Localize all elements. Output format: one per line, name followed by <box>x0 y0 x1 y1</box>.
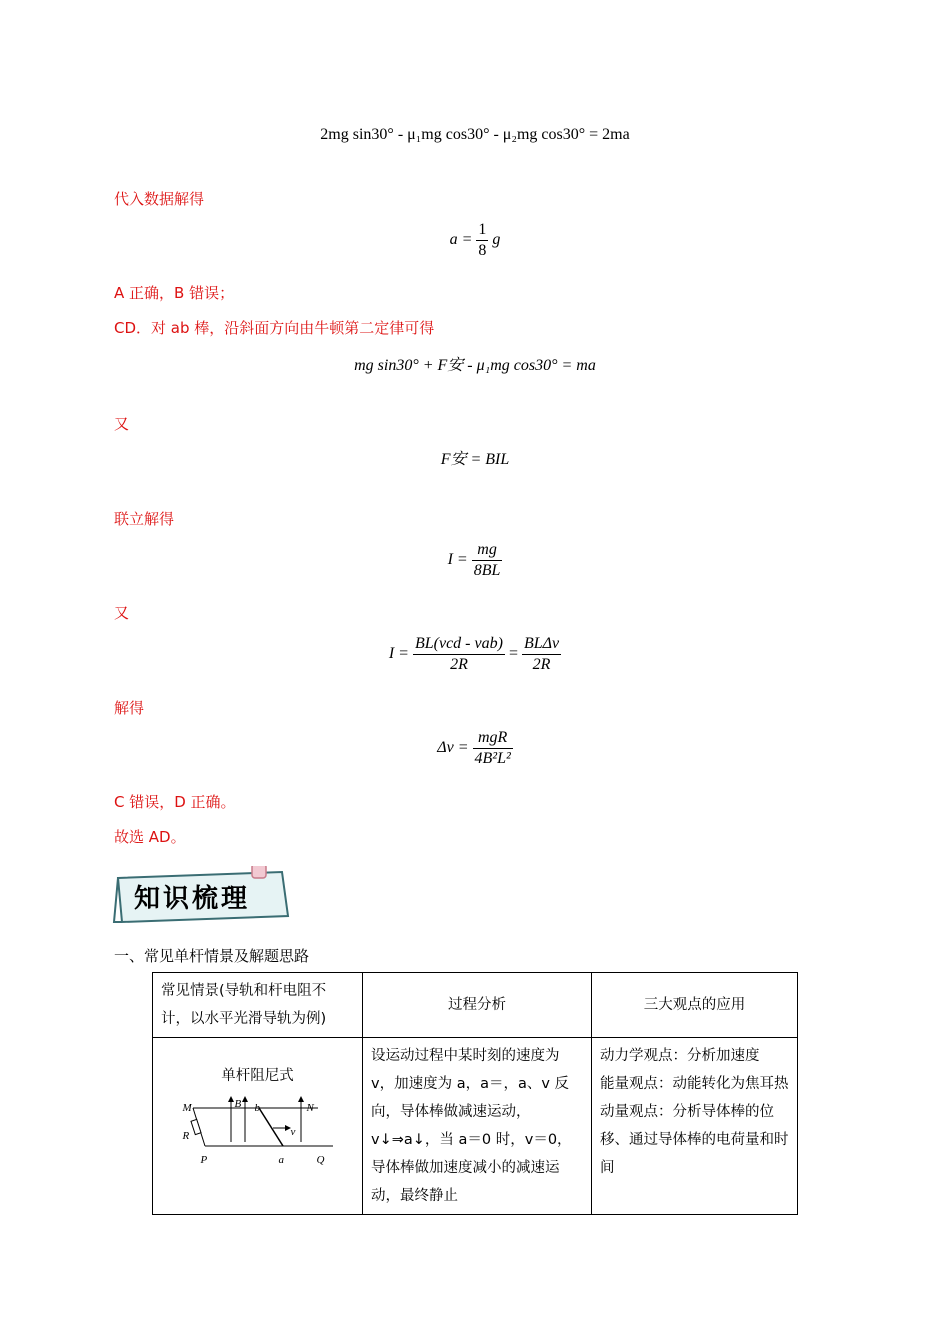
cell-process: 设运动过程中某时刻的速度为 v，加速度为 a，a＝，a、v 反向，导体棒做减速运动，v↓⇒a↓，当 a＝0 时，v＝0，导体棒做加速度减小的减速运动，最终静止 <box>363 1038 592 1215</box>
text-jiede: 解得 <box>114 699 145 717</box>
label-b: b <box>254 1102 260 1114</box>
text-you-1: 又 <box>114 415 130 433</box>
scene-name: 单杆阻尼式 <box>221 1068 294 1084</box>
scene-table <box>152 972 798 1215</box>
cell-scene <box>153 1038 363 1215</box>
text-a-correct: A 正确，B 错误； <box>114 284 235 302</box>
label-m: M <box>182 1102 192 1114</box>
banner-title: 知识梳理 <box>134 884 251 914</box>
equation-4: F安 = BIL <box>440 451 510 468</box>
table-row <box>153 1038 798 1215</box>
text-cd: CD．对 ab 棒，沿斜面方向由牛顿第二定律可得 <box>114 319 435 337</box>
label-n: N <box>306 1102 314 1114</box>
label-q: Q <box>316 1154 325 1166</box>
label-v: v <box>290 1126 296 1138</box>
header-process: 过程分析 <box>363 973 592 1038</box>
view-dynamics: 动力学观点：分析加速度 <box>600 1048 760 1064</box>
label-a: a <box>278 1154 284 1166</box>
label-p: P <box>200 1154 208 1166</box>
equation-1: 2mg sin30° - μ₁mg cos30° - μ₂mg cos30° = 2ma <box>320 126 630 143</box>
rail-diagram <box>183 1096 333 1171</box>
equation-3: mg sin30° + F安 - μ₁mg cos30° = ma <box>354 357 596 374</box>
header-scene: 常见情景(导轨和杆电阻不计，以水平光滑导轨为例) <box>153 973 363 1038</box>
text-choose: 故选 AD。 <box>114 828 186 846</box>
text-lianli: 联立解得 <box>114 510 175 528</box>
header-views: 三大观点的应用 <box>592 973 798 1038</box>
section-banner <box>112 866 292 922</box>
equation-6: I = $\frac{\text{BL(vcd - vab)}}{2R}$ = $\frac{\text{BLΔv}}{2R}$ <box>388 635 560 673</box>
text-you-2: 又 <box>114 604 130 622</box>
equation-5: I = $\frac{mg}{8BL}$ <box>447 541 501 579</box>
equation-2: a = $\frac{1}{8}$ g <box>449 221 501 259</box>
view-energy: 能量观点：动能转化为焦耳热 <box>600 1076 789 1092</box>
cell-views <box>592 1038 798 1215</box>
view-momentum: 动量观点：分析导体棒的位移、通过导体棒的电荷量和时间 <box>600 1104 789 1176</box>
table-header-row <box>153 973 798 1038</box>
text-substitute: 代入数据解得 <box>114 190 205 208</box>
text-c-wrong: C 错误，D 正确。 <box>114 793 236 811</box>
label-r: R <box>182 1130 190 1142</box>
label-b-field: B <box>234 1098 242 1110</box>
equation-7: Δv = $\frac{\text{mgR}}{\text{4B²L²}}$ <box>437 729 511 767</box>
section-title: 一、常见单杆情景及解题思路 <box>114 947 310 965</box>
